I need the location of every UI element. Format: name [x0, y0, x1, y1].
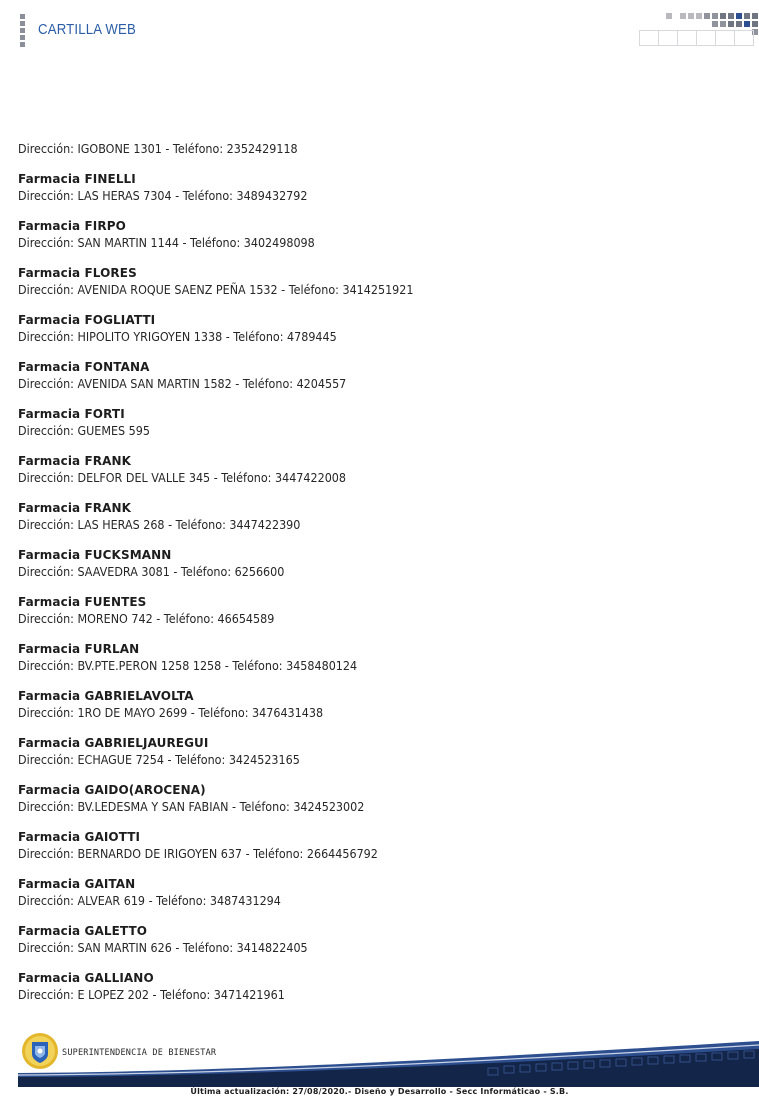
pharmacy-address: Dirección: ALVEAR 619 - Teléfono: 3487431294 [18, 894, 281, 908]
pharmacy-name: Farmacia FUCKSMANN [18, 548, 172, 562]
pharmacy-address: Dirección: SAN MARTIN 1144 - Teléfono: 3402498098 [18, 236, 315, 250]
page-title: CARTILLA WEB [38, 21, 136, 38]
list-item [18, 171, 738, 218]
pharmacy-name: Farmacia FIRPO [18, 219, 126, 233]
pharmacy-address: Dirección: E LOPEZ 202 - Teléfono: 3471421961 [18, 988, 285, 1002]
list-item [18, 218, 738, 265]
pharmacy-name: Farmacia FONTANA [18, 360, 150, 374]
institution-seal-icon [21, 1032, 59, 1070]
list-item [18, 782, 738, 829]
pharmacy-address: Dirección: BERNARDO DE IRIGOYEN 637 - Teléfono: 2664456792 [18, 847, 378, 861]
pharmacy-name: Farmacia GAITAN [18, 877, 136, 891]
pixel-grid-icon [638, 10, 759, 46]
list-item [18, 265, 738, 312]
pharmacy-name: Farmacia FINELLI [18, 172, 136, 186]
pharmacy-address: Dirección: GUEMES 595 [18, 424, 150, 438]
list-item [18, 923, 738, 970]
pharmacy-address: Dirección: LAS HERAS 7304 - Teléfono: 3489432792 [18, 189, 308, 203]
pharmacy-name: Farmacia FUENTES [18, 595, 147, 609]
pharmacy-list [18, 141, 738, 1017]
list-item [18, 359, 738, 406]
pharmacy-address: Dirección: BV.LEDESMA Y SAN FABIAN - Teléfono: 3424523002 [18, 800, 365, 814]
page-header [0, 0, 759, 60]
page-footer [0, 1025, 759, 1101]
pharmacy-name: Farmacia GABRIELAVOLTA [18, 689, 194, 703]
pharmacy-address: Dirección: AVENIDA ROQUE SAENZ PEÑA 1532 - Teléfono: 3414251921 [18, 283, 414, 297]
update-info: Última actualización: 27/08/2020.- Diseño y Desarrollo - Secc Informáticao - S.B. [190, 1087, 569, 1096]
pharmacy-name: Farmacia FRANK [18, 454, 132, 468]
pharmacy-name: Farmacia GAIOTTI [18, 830, 141, 844]
pharmacy-name: Farmacia FLORES [18, 266, 137, 280]
list-item [18, 829, 738, 876]
pharmacy-name: Farmacia FRANK [18, 501, 132, 515]
vertical-squares-icon [20, 14, 25, 47]
pharmacy-address: Dirección: AVENIDA SAN MARTIN 1582 - Teléfono: 4204557 [18, 377, 347, 391]
list-item [18, 970, 738, 1017]
pharmacy-name: Farmacia FORTI [18, 407, 125, 421]
footer-band [18, 1039, 759, 1087]
list-item [18, 547, 738, 594]
list-item [18, 641, 738, 688]
pharmacy-address: Dirección: MORENO 742 - Teléfono: 46654589 [18, 612, 275, 626]
list-item [18, 406, 738, 453]
pharmacy-address: Dirección: 1RO DE MAYO 2699 - Teléfono: 3476431438 [18, 706, 324, 720]
list-item [18, 688, 738, 735]
list-item [18, 876, 738, 923]
list-item [18, 735, 738, 782]
list-item [18, 312, 738, 359]
pharmacy-name: Farmacia GALETTO [18, 924, 148, 938]
list-item [18, 141, 738, 171]
pharmacy-name: Farmacia FOGLIATTI [18, 313, 156, 327]
pharmacy-address: Dirección: DELFOR DEL VALLE 345 - Teléfono: 3447422008 [18, 471, 346, 485]
pharmacy-address: Dirección: ECHAGUE 7254 - Teléfono: 3424523165 [18, 753, 300, 767]
pharmacy-name: Farmacia GAIDO(AROCENA) [18, 783, 206, 797]
list-item [18, 500, 738, 547]
list-item [18, 594, 738, 641]
pharmacy-name: Farmacia FURLAN [18, 642, 140, 656]
pharmacy-address: Dirección: SAAVEDRA 3081 - Teléfono: 6256600 [18, 565, 285, 579]
pharmacy-name: Farmacia GABRIELJAUREGUI [18, 736, 209, 750]
pharmacy-address: Dirección: SAN MARTIN 626 - Teléfono: 3414822405 [18, 941, 308, 955]
organization-name: SUPERINTENDENCIA DE BIENESTAR [62, 1048, 217, 1058]
pharmacy-name: Farmacia GALLIANO [18, 971, 154, 985]
pharmacy-address: Dirección: HIPOLITO YRIGOYEN 1338 - Teléfono: 4789445 [18, 330, 337, 344]
pharmacy-address: Dirección: BV.PTE.PERON 1258 1258 - Teléfono: 3458480124 [18, 659, 358, 673]
list-item [18, 453, 738, 500]
pharmacy-address: Dirección: LAS HERAS 268 - Teléfono: 3447422390 [18, 518, 301, 532]
pharmacy-address: Dirección: IGOBONE 1301 - Teléfono: 2352429118 [18, 142, 298, 156]
